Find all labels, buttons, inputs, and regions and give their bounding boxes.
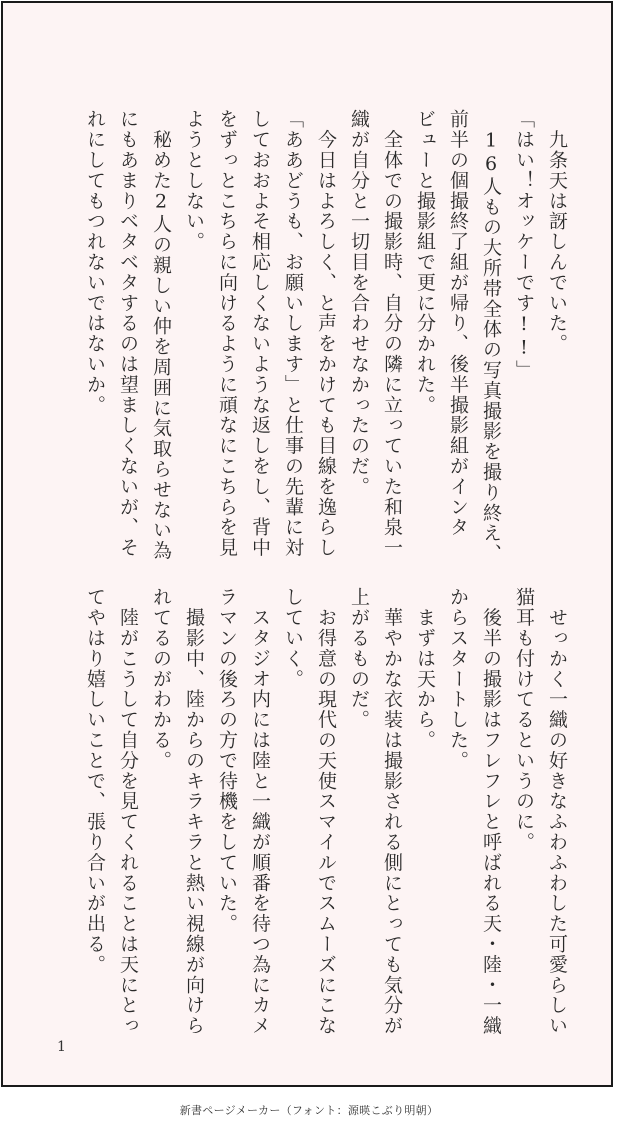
text-line: ようとしない。: [183, 109, 205, 252]
text-line: 「はい！オッケーです!!」: [513, 109, 535, 381]
text-line: まずは天から。: [414, 587, 436, 751]
text-line: 猫耳も付けてるというのに。: [513, 587, 535, 853]
text-line: 16人もの大所帯全体の写真撮影を撮り終え、: [480, 109, 502, 564]
text-line: ビューと撮影組で更に分かれた。: [414, 109, 436, 415]
text-line: しておおよそ相応しくないような返しをし、背中: [249, 109, 271, 558]
text-line: にもあまりベタベタするのは望ましくないが、そ: [117, 109, 139, 558]
text-line: 陸がこうして自分を見てくれることは天にとっ: [117, 587, 139, 1036]
text-line: てやはり嬉しいことで、張り合いが出る。: [84, 587, 106, 975]
text-line: していく。: [282, 587, 304, 689]
text-line: お得意の現代の天使スマイルでスムーズにこな: [315, 587, 337, 1036]
text-line: 全体での撮影時、自分の隣に立っていた和泉一: [381, 109, 403, 558]
text-block-top: [78, 109, 573, 564]
text-line: スタジオ内には陸と一織が順番を待つ為にカメ: [249, 587, 271, 1036]
text-line: 華やかな衣装は撮影される側にとっても気分が: [381, 587, 403, 1036]
text-line: れにしてもつれないではないか。: [84, 109, 106, 415]
text-block-bottom: [78, 587, 573, 1036]
text-line: 「ああどうも、お願いします」と仕事の先輩に対: [282, 109, 304, 558]
book-page: [1, 1, 613, 1087]
text-line: ラマンの後ろの方で待機をしていた。: [216, 587, 238, 934]
text-line: 今日はよろしく、と声をかけても目線を逸らし: [315, 109, 337, 558]
page-number: 1: [57, 1039, 66, 1055]
text-line: 九条天は訝しんでいた。: [546, 109, 568, 354]
text-line: せっかく一織の好きなふわふわした可愛らしい: [546, 587, 568, 1036]
text-line: 前半の個撮終了組が帰り、後半撮影組がインタ: [447, 109, 469, 538]
text-line: をずっとこちらに向けるように頑なにこちらを見: [216, 109, 238, 558]
text-line: 撮影中、陸からのキラキラと熱い視線が向けら: [183, 587, 205, 1036]
text-line: れてるのがわかる。: [150, 587, 172, 771]
text-line: 織が自分と一切目を合わせなかったのだ。: [348, 109, 370, 497]
text-line: 後半の撮影はフレフレと呼ばれる天・陸・一織: [480, 587, 502, 1036]
footer-credit: 新書ページメーカー（フォント：源暎こぶり明朝）: [179, 1104, 439, 1117]
text-line: 秘めた2人の親しい仲を周囲に気取らせない為: [150, 109, 172, 561]
text-line: からスタートした。: [447, 587, 469, 771]
text-line: 上がるものだ。: [348, 587, 370, 730]
